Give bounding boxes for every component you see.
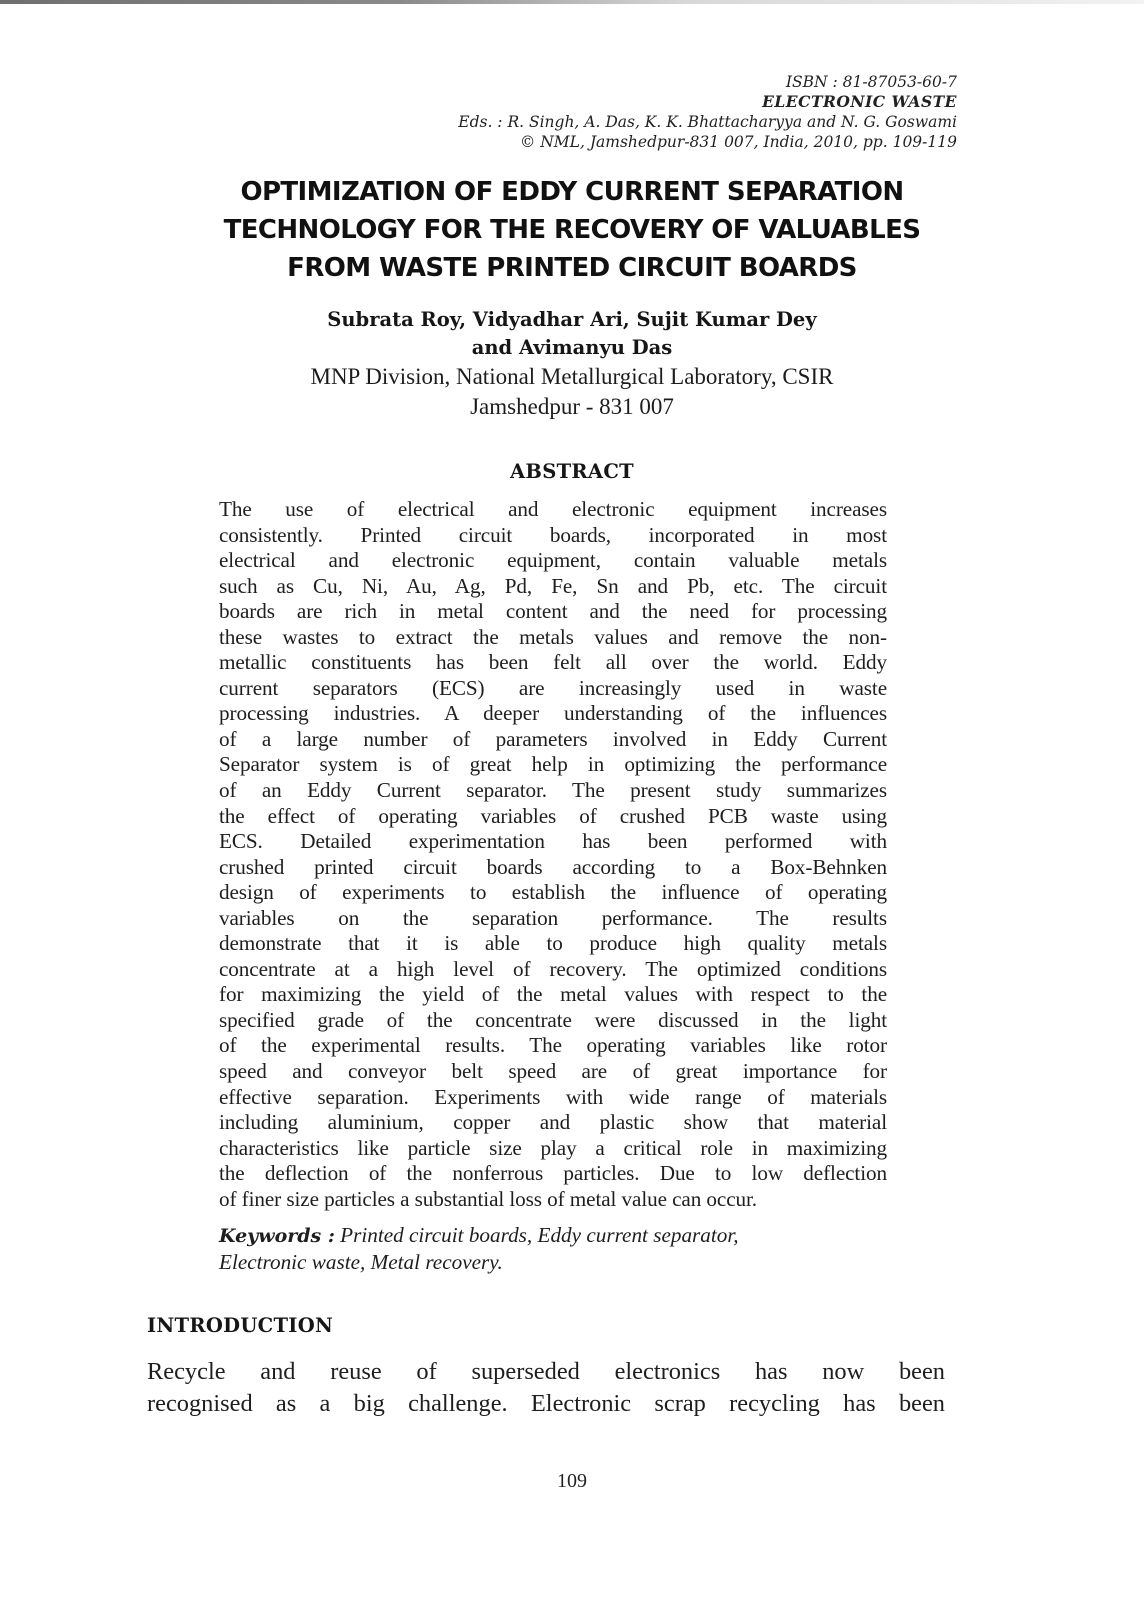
abstract-line: these wastes to extract the metals values and remove the non-	[219, 624, 887, 649]
abstract-line: such as Cu, Ni, Au, Ag, Pd, Fe, Sn and Pb, etc. The circuit	[219, 573, 887, 598]
affiliation	[200, 362, 944, 422]
keywords-line	[219, 1222, 887, 1249]
abstract-line: ECS. Detailed experimentation has been performed with	[219, 829, 887, 854]
introduction-line: recognised as a big challenge. Electronic scrap recycling has been	[147, 1390, 945, 1417]
series-title: ELECTRONIC WASTE	[762, 92, 957, 111]
abstract-line: the effect of operating variables of crushed PCB waste using	[219, 803, 887, 828]
abstract-line: of an Eddy Current separator. The present study summarizes	[219, 778, 887, 803]
introduction-heading: INTRODUCTION	[147, 1314, 334, 1337]
abstract-line: for maximizing the yield of the metal values with respect to the	[219, 982, 887, 1007]
keywords-text: Printed circuit boards, Eddy current separator,	[334, 1223, 739, 1247]
title-line: OPTIMIZATION OF EDDY CURRENT SEPARATION	[240, 177, 904, 207]
abstract-line: including aluminium, copper and plastic show that material	[219, 1110, 887, 1135]
introduction-body	[147, 1356, 945, 1420]
affiliation-line: Jamshedpur - 831 007	[470, 394, 674, 419]
abstract-line: speed and conveyor belt speed are of great importance for	[219, 1059, 887, 1084]
abstract-line: of finer size particles a substantial loss of metal value can occur.	[219, 1186, 757, 1211]
publication-meta	[458, 72, 957, 152]
keywords-line: Electronic waste, Metal recovery.	[219, 1250, 503, 1274]
title-line: FROM WASTE PRINTED CIRCUIT BOARDS	[287, 253, 857, 283]
abstract-line: current separators (ECS) are increasingly used in waste	[219, 675, 887, 700]
author-list	[200, 306, 944, 362]
abstract-line: crushed printed circuit boards according to a Box-Behnken	[219, 854, 887, 879]
abstract-line: specified grade of the concentrate were discussed in the light	[219, 1007, 887, 1032]
abstract-line: The use of electrical and electronic equipment increases	[219, 497, 887, 521]
abstract-line: metallic constituents has been felt all over the world. Eddy	[219, 650, 887, 675]
abstract-line: electrical and electronic equipment, contain valuable metals	[219, 548, 887, 573]
page-number: 109	[557, 1470, 587, 1492]
affiliation-line: MNP Division, National Metallurgical Laboratory, CSIR	[310, 364, 834, 389]
keywords	[219, 1222, 887, 1275]
abstract-line: characteristics like particle size play a critical role in maximizing	[219, 1135, 887, 1160]
author-line: and Avimanyu Das	[471, 336, 673, 359]
copyright: © NML, Jamshedpur-831 007, India, 2010, pp. 109-119	[519, 133, 957, 151]
abstract-line: design of experiments to establish the influence of operating	[219, 880, 887, 905]
abstract-line: Separator system is of great help in optimizing the performance	[219, 752, 887, 777]
abstract-line: of the experimental results. The operating variables like rotor	[219, 1033, 887, 1058]
abstract-line: boards are rich in metal content and the need for processing	[219, 599, 887, 624]
paper-title	[150, 173, 994, 287]
abstract-line: variables on the separation performance. The results	[219, 905, 887, 930]
author-line: Subrata Roy, Vidyadhar Ari, Sujit Kumar Dey	[327, 308, 817, 331]
editors: Eds. : R. Singh, A. Das, K. K. Bhattacharyya and N. G. Goswami	[458, 113, 957, 131]
abstract-line: concentrate at a high level of recovery. The optimized conditions	[219, 956, 887, 981]
abstract-line: of a large number of parameters involved in Eddy Current	[219, 726, 887, 751]
abstract-line: the deflection of the nonferrous particles. Due to low deflection	[219, 1161, 887, 1186]
abstract-body	[219, 497, 887, 1212]
title-line: TECHNOLOGY FOR THE RECOVERY OF VALUABLES	[223, 215, 921, 245]
abstract-line: consistently. Printed circuit boards, incorporated in most	[219, 522, 887, 547]
abstract-line: processing industries. A deeper understanding of the influences	[219, 701, 887, 726]
isbn: ISBN : 81-87053-60-7	[785, 73, 957, 91]
abstract-heading: ABSTRACT	[510, 460, 634, 483]
keywords-label: Keywords :	[219, 1225, 335, 1247]
scan-edge	[0, 0, 1144, 4]
abstract-line: demonstrate that it is able to produce high quality metals	[219, 931, 887, 956]
abstract-line: effective separation. Experiments with wide range of materials	[219, 1084, 887, 1109]
introduction-line: Recycle and reuse of superseded electronics has now been	[147, 1358, 945, 1385]
